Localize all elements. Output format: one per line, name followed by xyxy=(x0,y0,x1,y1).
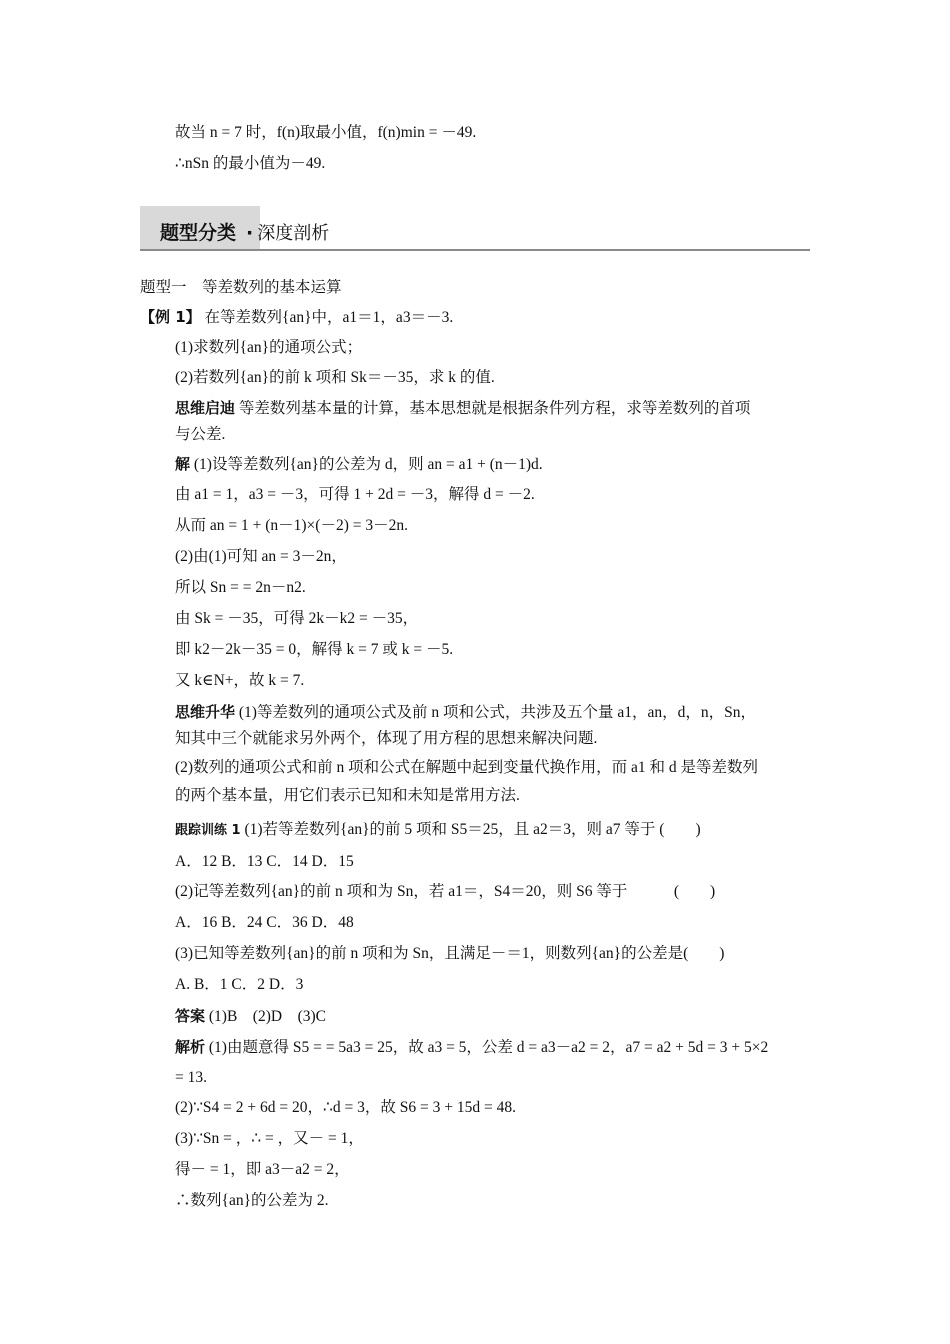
practice-q3-options: A. B．1 C．2 D．3 xyxy=(175,976,304,993)
example-stem-text: 在等差数列{an}中，a1＝1，a3＝－3. xyxy=(204,309,454,326)
section-banner xyxy=(140,206,810,251)
solution-line-4: (2)由(1)可知 an = 3－2n， xyxy=(175,548,347,565)
analysis-line-1 xyxy=(175,1036,768,1059)
practice-q1 xyxy=(175,819,701,842)
solution-line-5: 所以 Sn = = 2n－n2. xyxy=(175,579,306,596)
solution-line-2: 由 a1 = 1，a3 = －3，可得 1 + 2d = －3，解得 d = －2. xyxy=(175,486,535,503)
banner-title-main: 题型分类 xyxy=(160,222,237,244)
solution-line-6: 由 Sk = －35，可得 2k－k2 = －35， xyxy=(175,610,419,627)
type-heading: 题型一 等差数列的基本运算 xyxy=(140,279,342,296)
upgrade-text-1: (1)等差数列的通项公式及前 n 项和公式，共涉及五个量 a1，an，d，n，Sn， xyxy=(238,704,756,721)
practice-q2: (2)记等差数列{an}的前 n 项和为 Sn，若 a1＝，S4＝20，则 S6 等于 ( ) xyxy=(175,883,716,900)
example-tag: 【例 1】 xyxy=(140,308,201,326)
practice-q1-options: A．12 B．13 C．14 D．15 xyxy=(175,853,354,870)
practice-q1-text: (1)若等差数列{an}的前 5 项和 S5＝25，且 a2＝3，则 a7 等于 ( ) xyxy=(244,821,701,838)
example-q2: (2)若数列{an}的前 k 项和 Sk＝－35，求 k 的值. xyxy=(175,369,495,386)
solution-label: 解 xyxy=(175,455,191,473)
upgrade-line-3: (2)数列的通项公式和前 n 项和公式在解题中起到变量代换作用，而 a1 和 d 是等差数列 xyxy=(175,759,758,776)
hint-line-2: 与公差. xyxy=(175,426,226,443)
answer-text: (1)B (2)D (3)C xyxy=(208,1008,326,1025)
analysis-line-3: (2)∵S4 = 2 + 6d = 20，∴d = 3，故 S6 = 3 + 15d = 48. xyxy=(175,1099,516,1116)
hint-line-1 xyxy=(175,397,750,420)
practice-q3: (3)已知等差数列{an}的前 n 项和为 Sn，且满足－＝1，则数列{an}的公差是( ) xyxy=(175,945,725,962)
upgrade-line-4: 的两个基本量，用它们表示已知和未知是常用方法. xyxy=(175,787,520,804)
answer-label: 答案 xyxy=(175,1007,206,1025)
solution-line-7: 即 k2－2k－35 = 0，解得 k = 7 或 k = －5. xyxy=(175,641,454,658)
upgrade-line-2: 知其中三个就能求另外两个，体现了用方程的思想来解决问题. xyxy=(175,730,598,747)
analysis-line-4: (3)∵Sn = ，∴ = ，又－ = 1， xyxy=(175,1130,364,1147)
solution-line-8: 又 k∈N+，故 k = 7. xyxy=(175,672,305,689)
solution-line-1 xyxy=(175,453,543,476)
banner-subtitle: 深度剖析 xyxy=(257,223,330,244)
hint-text-1: 等差数列基本量的计算，基本思想就是根据条件列方程，求等差数列的首项 xyxy=(238,400,751,417)
example-stem xyxy=(140,306,453,329)
analysis-text-1: (1)由题意得 S5 = = 5a3 = 25，故 a3 = 5，公差 d = a3－a2 = 2，a7 = a2 + 5d = 3 + 5×2 xyxy=(208,1039,769,1056)
banner-rule xyxy=(140,249,810,251)
hint-label: 思维启迪 xyxy=(175,399,236,417)
upgrade-line-1 xyxy=(175,701,756,724)
analysis-label: 解析 xyxy=(175,1038,206,1056)
top-conclusion-2: ∴nSn 的最小值为－49. xyxy=(175,155,326,172)
analysis-line-2: = 13. xyxy=(175,1069,207,1086)
analysis-line-5: 得－ = 1，即 a3－a2 = 2， xyxy=(175,1161,350,1178)
solution-text-1: (1)设等差数列{an}的公差为 d，则 an = a1 + (n－1)d. xyxy=(193,456,543,473)
banner-title xyxy=(160,218,329,245)
analysis-line-6: ∴数列{an}的公差为 2. xyxy=(175,1192,329,1209)
solution-line-3: 从而 an = 1 + (n－1)×(－2) = 3－2n. xyxy=(175,517,408,534)
practice-label: 跟踪训练 1 xyxy=(175,823,241,838)
banner-dot: · xyxy=(246,222,254,244)
upgrade-label: 思维升华 xyxy=(175,703,236,721)
top-conclusion-1: 故当 n = 7 时，f(n)取最小值，f(n)min = －49. xyxy=(175,124,477,141)
example-q1: (1)求数列{an}的通项公式； xyxy=(175,339,363,356)
practice-q2-options: A．16 B．24 C．36 D．48 xyxy=(175,914,354,931)
answer-line xyxy=(175,1005,326,1028)
